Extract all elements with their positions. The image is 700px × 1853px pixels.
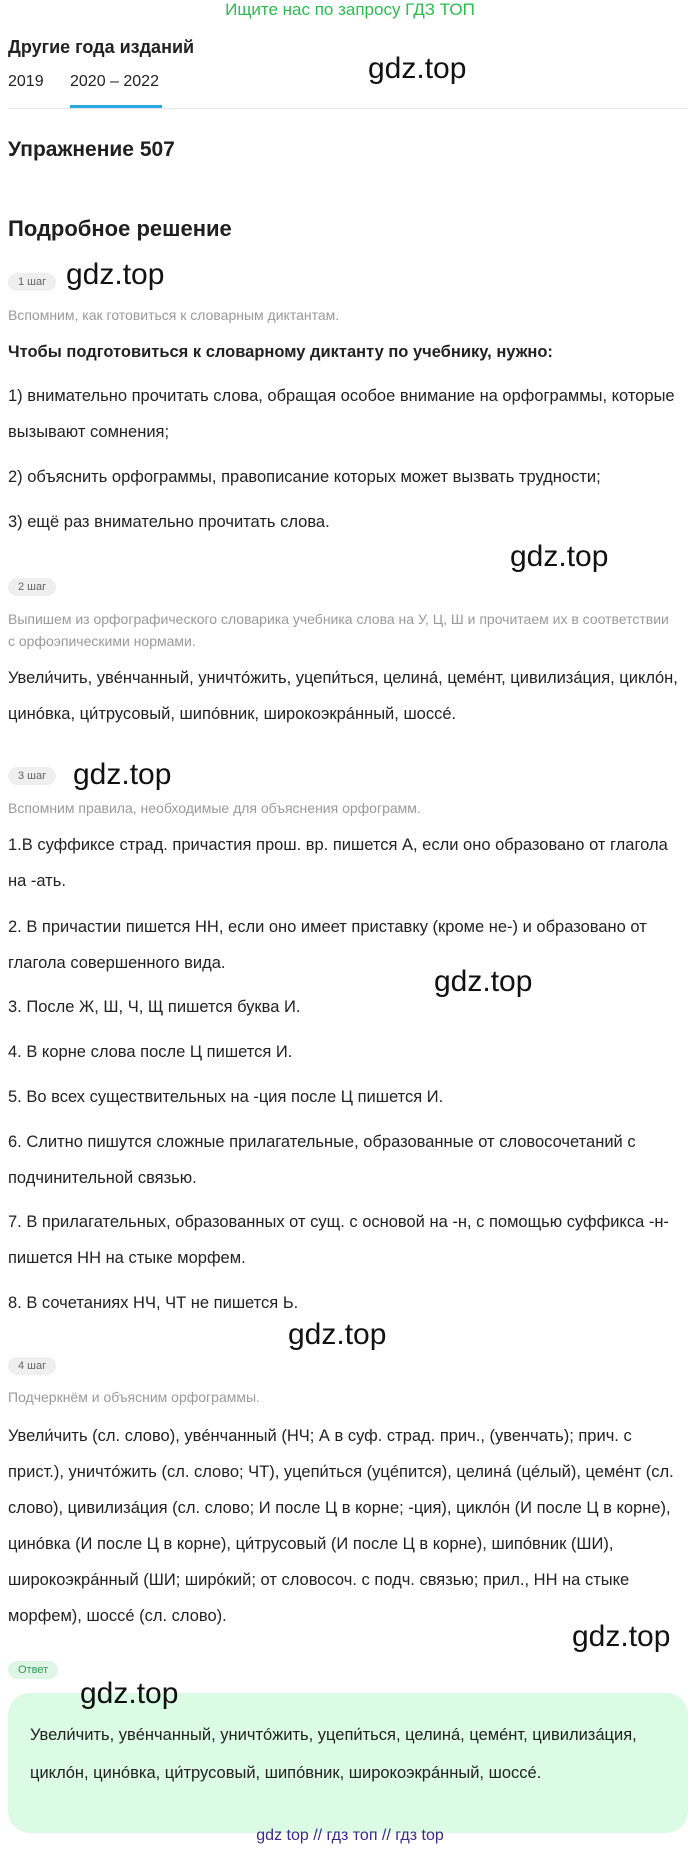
rule-2: 2. В причастии пишется НН, если оно имеет приставку (кроме не-) и образовано от глагола совершенного вида. <box>8 918 647 972</box>
footer-links[interactable]: gdz top // гдз топ // гдз top <box>256 1827 444 1844</box>
watermark: gdz.top <box>572 1620 671 1653</box>
step-4-explanation: Увели́чить (сл. слово), увéнчанный (НЧ; А в суф. страд. прич., (увенчать); прич. с прист.), уничтóжить (сл. слово; ЧТ), уцепи́ться (уцéпится), целинá (цéлый), цемéнт (сл. слово), цивилизáция (сл. слово; И после Ц в корне; -ция), циклóн (И после Ц в корне), цинóвка (И после Ц в корне), ци́трусовый (И после Ц в корне), шипóвник (ШИ), широкоэкрáнный (ШИ; широ́кий; от словосоч. с подч. связью; прил., НН на стыке морфем), шоссé (сл. слово). <box>8 1427 674 1625</box>
watermark: gdz.top <box>510 540 609 573</box>
watermark: gdz.top <box>288 1318 387 1351</box>
editions-heading: Другие года изданий <box>8 37 195 57</box>
rule-5: 5. Во всех существительных на -ция после Ц пишется И. <box>8 1088 444 1106</box>
step-4-hint: Подчеркнём и объясним орфограммы. <box>8 1389 260 1405</box>
watermark: gdz.top <box>434 965 533 998</box>
rule-3: 3. После Ж, Ш, Ч, Щ пишется буква И. <box>8 998 301 1016</box>
year-2019-tab[interactable]: 2019 <box>8 73 44 90</box>
step-1-badge: 1 шаг <box>8 273 56 291</box>
step-2-words: Увели́чить, увéнчанный, уничтóжить, уцепи́ться, целинá, цемéнт, цивилизáция, циклóн, цинóвка, ци́трусовый, шипóвник, широкоэкрáнный, шоссé. <box>8 669 678 723</box>
watermark: gdz.top <box>368 52 467 85</box>
step-2-badge: 2 шаг <box>8 578 56 596</box>
step-2-hint: Выпишем из орфографического словарика учебника слова на У, Ц, Ш и прочитаем их в соответствии с орфоэпическими нормами. <box>8 611 669 649</box>
rule-4: 4. В корне слова после Ц пишется И. <box>8 1043 293 1061</box>
step-1-item-1: 1) внимательно прочитать слова, обращая особое внимание на орфограммы, которые вызывают сомнения; <box>8 387 675 441</box>
watermark: gdz.top <box>66 258 165 291</box>
rule-1: 1.В суффиксе страд. причастия прош. вр. пишется А, если оно образовано от глагола на -ать. <box>8 836 668 890</box>
step-3-hint: Вспомним правила, необходимые для объяснения орфограмм. <box>8 800 421 816</box>
solution-title: Подробное решение <box>8 216 232 241</box>
watermark: gdz.top <box>80 1677 179 1710</box>
search-banner: Ищите нас по запросу ГДЗ ТОП <box>225 0 475 19</box>
watermark: gdz.top <box>73 758 172 791</box>
exercise-title: Упражнение 507 <box>8 138 175 161</box>
divider <box>8 108 688 109</box>
answer-badge: Ответ <box>8 1661 58 1679</box>
step-4-badge: 4 шаг <box>8 1357 56 1375</box>
step-1-item-2: 2) объяснить орфограммы, правописание которых может вызвать трудности; <box>8 468 601 486</box>
step-3-badge: 3 шаг <box>8 767 56 785</box>
year-2020-2022-tab[interactable]: 2020 – 2022 <box>70 73 159 90</box>
rule-7: 7. В прилагательных, образованных от сущ. с основой на -н, с помощью суффикса -н- пишется НН на стыке морфем. <box>8 1213 669 1267</box>
step-1-lead: Чтобы подготовиться к словарному диктанту по учебнику, нужно: <box>8 343 553 361</box>
rule-6: 6. Слитно пишутся сложные прилагательные, образованные от словосочетаний с подчинительной связью. <box>8 1133 636 1187</box>
answer-text: Увели́чить, увéнчанный, уничтóжить, уцепи́ться, целинá, цемéнт, цивилизáция, циклóн, цинóвка, ци́трусовый, шипóвник, широкоэкрáнный, шоссé. <box>30 1726 637 1782</box>
rule-8: 8. В сочетаниях НЧ, ЧТ не пишется Ь. <box>8 1294 299 1312</box>
step-1-hint: Вспомним, как готовиться к словарным диктантам. <box>8 307 340 323</box>
step-1-item-3: 3) ещё раз внимательно прочитать слова. <box>8 513 330 531</box>
